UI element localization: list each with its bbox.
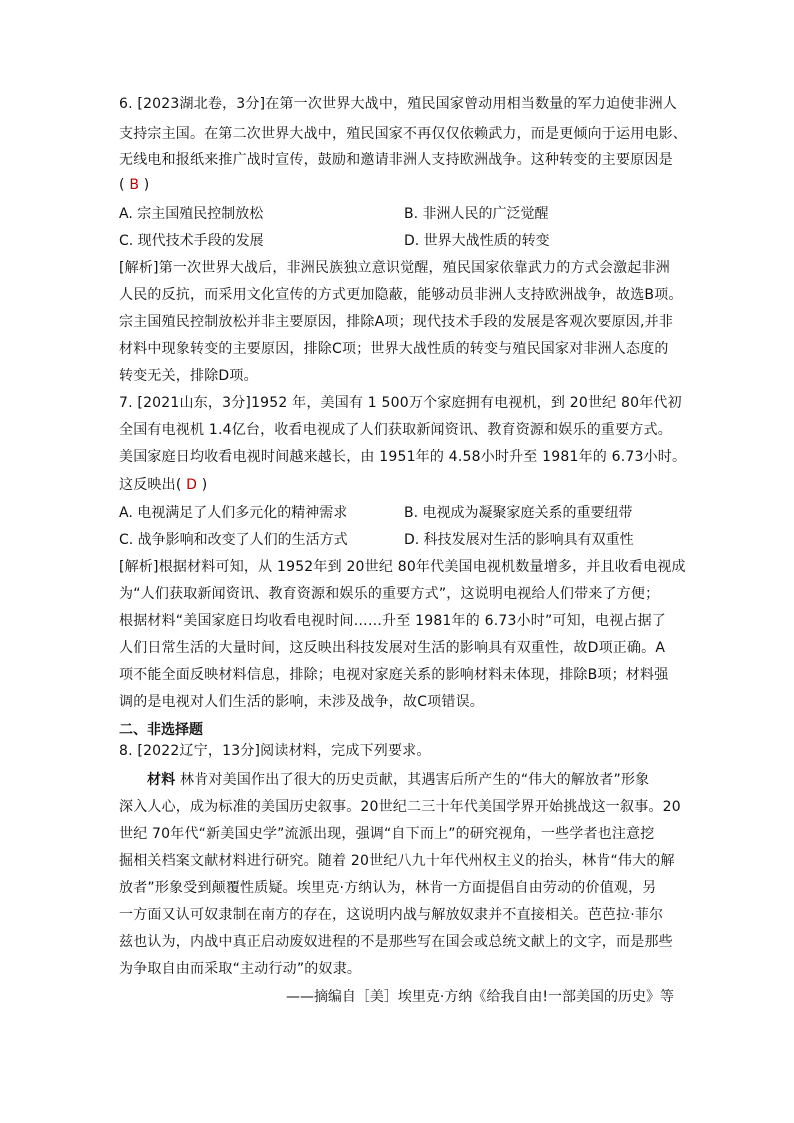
q7-answer-line — [119, 475, 207, 495]
q8-material-line-4: 掘相关档案文献材料进行研究。随着 20世纪八九十年代州权主义的抬头，林肯“伟大的解 — [119, 853, 675, 869]
q8-material-line-2: 深入人心，成为标准的美国历史叙事。20世纪二三十年代美国学界开始挑战这一叙事。20 — [119, 799, 681, 815]
q6-analysis-line-4: 材料中现象转变的主要原因，排除C项；世界大战性质的转变与殖民国家对非洲人态度的 — [119, 341, 669, 357]
q6-analysis-line-3: 宗主国殖民控制放松并非主要原因，排除A项；现代技术手段的发展是客观次要原因,并非 — [119, 314, 674, 330]
q7-stem-line-1: 7. [2021山东，3分]1952 年，美国有 1 500万个家庭拥有电视机，到 20世纪 80年代初 — [119, 395, 682, 411]
q7-stem-last: 这反映出 — [119, 477, 176, 493]
q7-analysis-line-6: 调的是电视对人们生活的影响，未涉及战争，故C项错误。 — [119, 694, 484, 710]
q8-material-line-3: 世纪 70年代“新美国史学”流派出现，强调“自下而上”的研究视角，一些学者也注意挖 — [119, 826, 655, 842]
q7-option-b: B. 电视成为凝聚家庭关系的重要纽带 — [404, 505, 633, 521]
q6-answer-line — [119, 175, 149, 195]
q8-stem: 8. [2022辽宁，13分]阅读材料，完成下列要求。 — [119, 743, 431, 759]
q7-stem-line-2: 全国有电视机 1.4亿台，收看电视成了人们获取新闻资讯、教育资源和娱乐的重要方式。 — [119, 422, 672, 438]
q8-material-line-5: 放者”形象受到颠覆性质疑。埃里克·方纳认为，林肯一方面提倡自由劳动的价值观，另 — [119, 880, 657, 896]
q6-answer-close: ) — [139, 177, 150, 193]
q6-analysis-line-2: 人民的反抗，而采用文化宣传的方式更加隐蔽，能够动员非洲人支持欧洲战争，故选B项。 — [119, 287, 683, 303]
q6-option-a: A. 宗主国殖民控制放松 — [119, 206, 264, 222]
q7-analysis-line-2: 为“人们获取新闻资讯、教育资源和娱乐的重要方式”，这说明电视给人们带来了方便； — [119, 586, 660, 602]
q7-option-c: C. 战争影响和改变了人们的生活方式 — [119, 532, 348, 548]
q7-analysis-line-4: 人们日常生活的大量时间，这反映出科技发展对生活的影响具有双重性，故D项正确。A — [119, 640, 666, 656]
q7-analysis-line-1: [解析]根据材料可知，从 1952年到 20世纪 80年代美国电视机数量增多，并且收看电视成 — [119, 559, 686, 575]
q7-analysis-line-5: 项不能全面反映材料信息，排除；电视对家庭关系的影响材料未体现，排除B项；材料强 — [119, 667, 669, 683]
q7-stem-line-3: 美国家庭日均收看电视时间越来越长，由 1951年的 4.58小时升至 1981年的 6.73小时。 — [119, 449, 687, 465]
q8-material-line-7: 兹也认为，内战中真正启动废奴进程的不是那些写在国会或总统文献上的文字，而是那些 — [119, 934, 673, 950]
q8-material-label: 材料 — [147, 772, 176, 788]
q6-answer: B — [129, 177, 140, 193]
q8-source: ——摘编自［美］埃里克·方纳《给我自由!一部美国的历史》等 — [285, 989, 674, 1005]
q7-option-a: A. 电视满足了人们多元化的精神需求 — [119, 505, 348, 521]
q8-material-line-6: 一方面又认可奴隶制在南方的存在，这说明内战与解放奴隶并不直接相关。芭芭拉·菲尔 — [119, 907, 664, 923]
q7-answer: D — [186, 477, 198, 493]
q6-option-b: B. 非洲人民的广泛觉醒 — [404, 206, 549, 222]
q6-stem-line-3: 无线电和报纸来推广战时宣传，鼓励和邀请非洲人支持欧洲战争。这种转变的主要原因是 — [119, 152, 673, 168]
q8-material-line-1 — [147, 770, 649, 790]
q8-material-line-8: 为争取自由而采取“主动行动”的奴隶。 — [119, 961, 362, 977]
q6-analysis-line-5: 转变无关，排除D项。 — [119, 368, 258, 384]
section-title: 二、非选择题 — [119, 722, 203, 738]
q7-analysis-line-3: 根据材料“美国家庭日均收看电视时间……升至 1981年的 6.73小时”可知，电视占据了 — [119, 613, 667, 629]
q6-option-c: C. 现代技术手段的发展 — [119, 233, 264, 249]
q7-option-d: D. 科技发展对生活的影响具有双重性 — [404, 532, 634, 548]
q8-material-first: 林肯对美国作出了很大的历史贡献，其遇害后所产生的“伟大的解放者”形象 — [175, 772, 650, 788]
q7-answer-close: ) — [197, 477, 208, 493]
q6-analysis-line-1: [解析]第一次世界大战后，非洲民族独立意识觉醒，殖民国家依靠武力的方式会激起非洲 — [119, 260, 670, 276]
q6-stem-line-2: 支持宗主国。在第二次世界大战中，殖民国家不再仅仅依赖武力，而是更倾向于运用电影、 — [119, 126, 687, 142]
q6-stem-line-1: 6. [2023湖北卷，3分]在第一次世界大战中，殖民国家曾动用相当数量的军力迫使非洲人 — [119, 96, 678, 112]
q7-answer-open: ( — [175, 477, 187, 493]
q6-option-d: D. 世界大战性质的转变 — [404, 233, 550, 249]
q6-answer-open: ( — [119, 177, 130, 193]
